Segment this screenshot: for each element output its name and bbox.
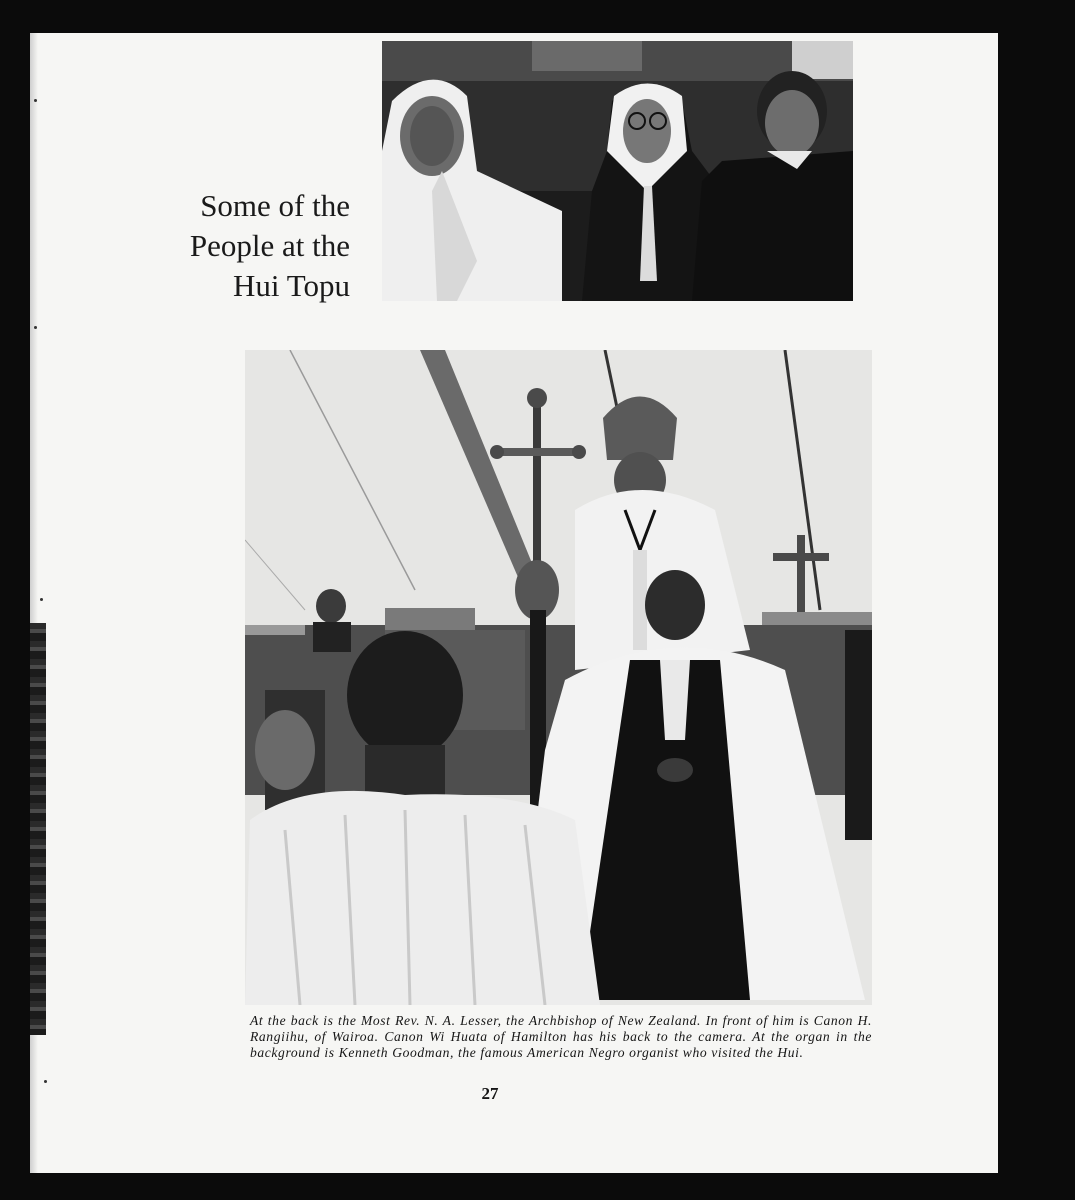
photo-clergy-procession [245, 350, 872, 1005]
heading-line: Hui Topu [233, 268, 350, 303]
page-number: 27 [481, 1084, 499, 1103]
heading-line: Some of the [200, 188, 350, 223]
scan-speck [40, 598, 43, 601]
scan-speck [34, 99, 37, 102]
photo-caption: At the back is the Most Rev. N. A. Lesser, the Archbishop of New Zealand. In front of him is Canon H. Rangiihu, of Wairoa. Canon Wi Huata of Hamilton has his back to the camera. At the organ in the background is Kenneth Goodman, the famous American Negro organist who visited the Hui. [250, 1013, 872, 1060]
scan-speck [44, 1080, 47, 1083]
article-heading [150, 186, 350, 306]
photo-three-women [382, 41, 853, 301]
magazine-page [30, 33, 998, 1173]
heading-line: People at the [189, 228, 350, 263]
adjacent-page-photo-edge [30, 623, 46, 1035]
scan-speck [34, 326, 37, 329]
